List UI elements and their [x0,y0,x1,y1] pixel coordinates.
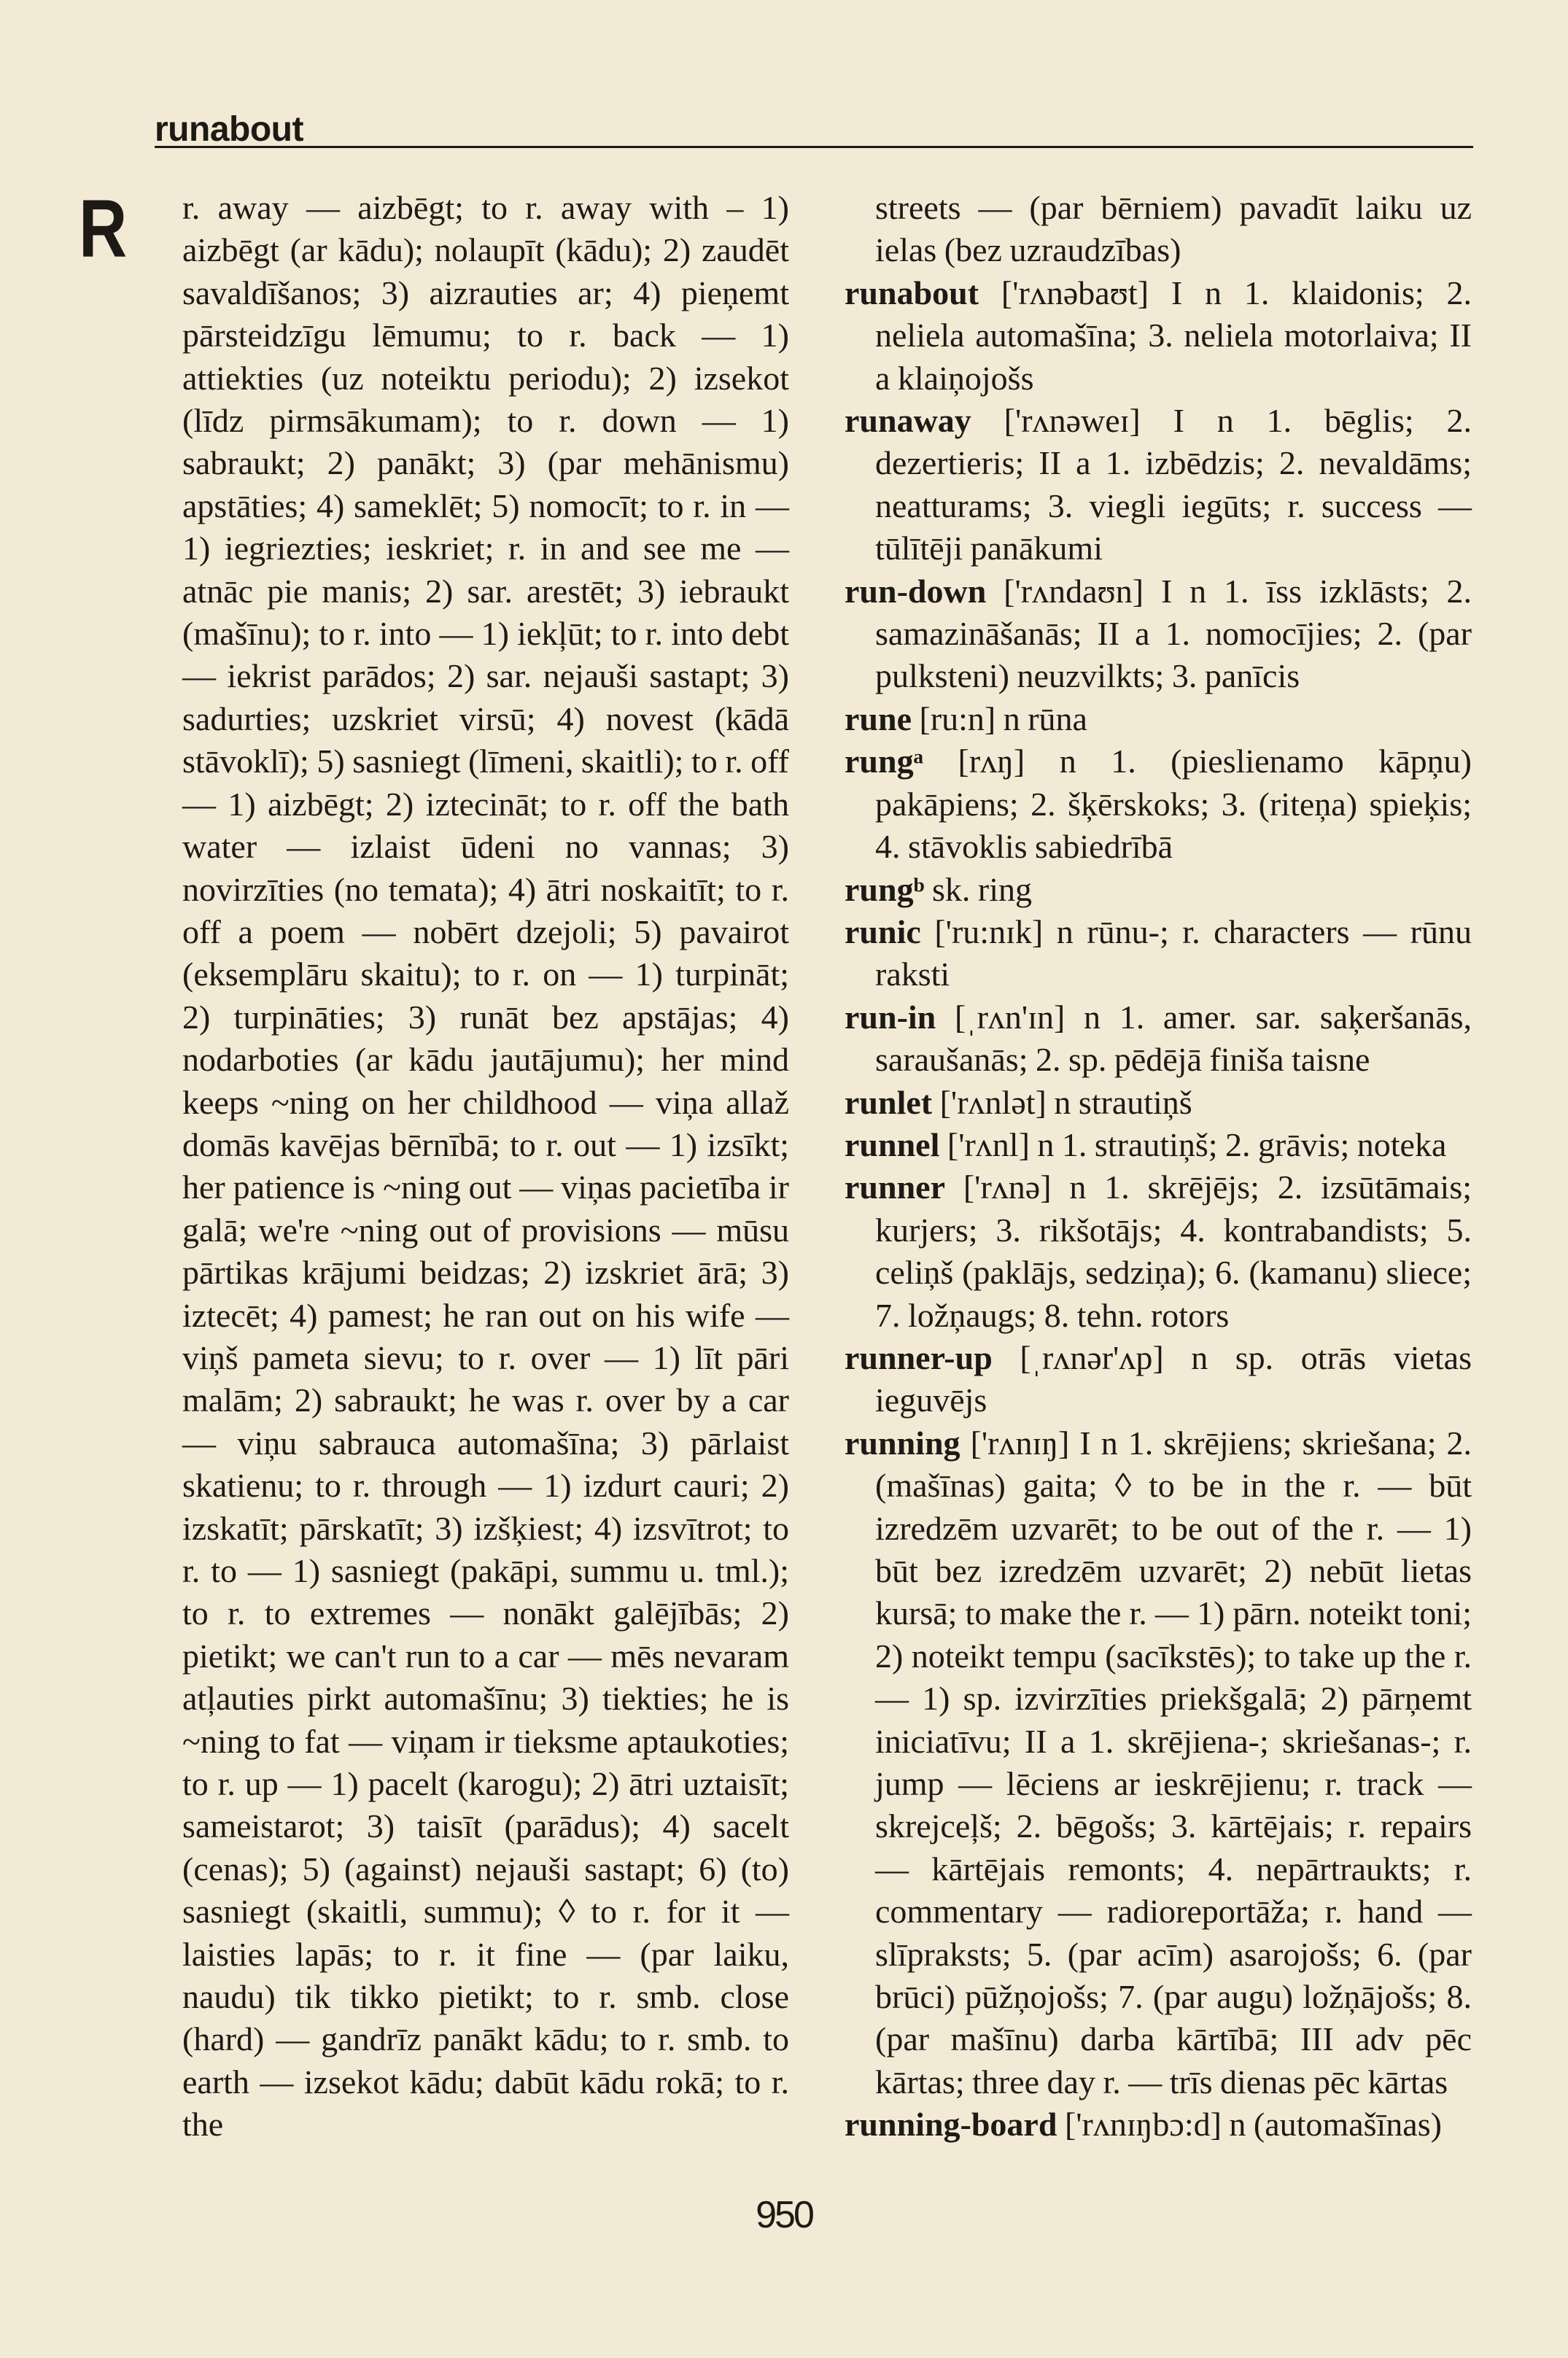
dictionary-entry [845,1337,1472,1422]
entry-definition: ['rʌnɪŋbɔ:d] n (automašīnas) [1064,2106,1442,2144]
entry-headword: running [845,1424,960,1462]
dictionary-entry [845,1082,1472,1124]
dictionary-entry [845,400,1472,570]
dictionary-entry [845,1124,1472,1166]
entry-headword: runic [845,912,921,950]
header-rule [155,146,1473,148]
page-number: 950 [756,2194,812,2236]
dictionary-entry [845,570,1472,698]
entry-definition: ['rʌndaʊn] I n 1. īss izklāsts; 2. samazināšanās; II a 1. nomocījies; 2. (par pulksteni) neuzvilkts; 3. panīcis [875,572,1472,695]
entry-definition: ['rʌnl] n 1. strautiņš; 2. grāvis; noteka [947,1125,1447,1163]
entry-definition: [rʌŋ] n 1. (pieslienamo kāpņu) pakāpiens; 2. šķērskoks; 3. (riteņa) spieķis; 4. stāvoklis sabiedrībā [875,742,1472,866]
entry-definition: ['rʌnlət] n strautiņš [939,1083,1192,1121]
dictionary-entry [845,2103,1472,2146]
entry-headword: runaway [845,402,971,440]
entry-definition: [ru:n] n rūna [919,699,1087,737]
entry-headword: runlet [845,1083,933,1121]
entry-headword: runner-up [845,1338,993,1376]
entry-headword: runabout [845,274,979,311]
entry-headword: running-board [845,2106,1057,2144]
left-column [182,187,789,2146]
dictionary-entry [845,911,1472,996]
entry-definition: [ˌrʌn'ɪn] n 1. amer. sar. saķeršanās, saraušanās; 2. sp. pēdējā finiša taisne [875,998,1472,1079]
left-column-text: r. away — aizbēgt; to r. away with – 1) aizbēgt (ar kādu); nolaupīt (kādu); 2) zaudēt savaldīšanos; 3) aizrauties ar; 4) pieņemt pārsteidzīgu lēmumu; to r. back — 1) attiekties (uz noteiktu periodu); 2) izsekot (līdz pirmsākumam); to r. down — 1) sabraukt; 2) panākt; 3) (par mehānismu) apstāties; 4) sameklēt; 5) nomocīt; to r. in — 1) iegriezties; ieskriet; r. in and see me — atnāc pie manis; 2) sar. arestēt; 3) iebraukt (mašīnu); to r. into — 1) iekļūt; to r. into debt — iekrist parādos; 2) sar. nejauši sastapt; 3) sadurties; uzskriet virsū; 4) novest (kādā stāvoklī); 5) sasniegt (līmeni, skaitli); to r. off — 1) aizbēgt; 2) iztecināt; to r. off the bath water — izlaist ūdeni no vannas; 3) novirzīties (no temata); 4) ātri noskaitīt; to r. off a poem — nobērt dzejoli; 5) pavairot (eksemplāru skaitu); to r. on — 1) turpināt; 2) turpināties; 3) runāt bez apstājas; 4) nodarboties (ar kādu jautājumu); her mind keeps ~ning on her childhood — viņa allaž domās kavējas bērnībā; to r. out — 1) izsīkt; her patience is ~ning out — viņas pacietība ir galā; we're ~ning out of provisions — mūsu pārtikas krājumi beidzas; 2) izskriet ārā; 3) iztecēt; 4) pamest; he ran out on his wife — viņš pameta sievu; to r. over — 1) līt pāri malām; 2) sabraukt; he was r. over by a car — viņu sabrauca automašīna; 3) pārlaist skatienu; to r. through — 1) izdurt cauri; 2) izskatīt; pārskatīt; 3) izšķiest; 4) izsvītrot; to r. to — 1) sasniegt (pakāpi, summu u. tml.); to r. to extremes — nonākt galējībās; 2) pietikt; we can't run to a car — mēs nevaram atļauties pirkt automašīnu; 3) tiekties; he is ~ning to fat — viņam ir tieksme aptaukoties; to r. up — 1) pacelt (karogu); 2) ātri uztaisīt; sameistarot; 3) taisīt (parādus); 4) sacelt (cenas); 5) (against) nejauši sastapt; 6) (to) sasniegt (skaitli, summu); ◊ to r. for it — laisties lapās; to r. it fine — (par laiku, naudu) tik tikko pietikt; to r. smb. close (hard) — gandrīz panākt kādu; to r. smb. to earth — izsekot kādu; dabūt kādu rokā; to r. the [182,189,789,2144]
entry-definition: ['rʌnəweɪ] I n 1. bēglis; 2. dezertieris; II a 1. izbēdzis; 2. nevaldāms; neatturams; 3. viegli iegūts; r. success — tūlītēji panākumi [875,402,1472,567]
running-head: runabout [155,110,303,149]
dictionary-entry [845,996,1472,1082]
thumb-index-letter: R [79,183,128,274]
continued-entry-text: streets — (par bērniem) pavadīt laiku uz ielas (bez uzraudzības) [875,189,1472,269]
entry-headword: rungᵇ [845,870,925,908]
entry-headword: run-down [845,572,987,610]
dictionary-entry [845,1422,1472,2104]
dictionary-entry [845,698,1472,740]
dictionary-entry [845,869,1472,911]
entry-definition: ['rʌnə] n 1. skrējējs; 2. izsūtāmais; kurjers; 3. rikšotājs; 4. kontrabandists; 5. celiņš (paklājs, sedziņa); 6. (kamanu) sliece; 7. ložņaugs; 8. tehn. rotors [875,1168,1472,1334]
dictionary-entry [845,272,1472,400]
entry-list [845,272,1472,2146]
entry-definition: sk. ring [932,870,1032,908]
entry-headword: runner [845,1168,945,1206]
entry-headword: run-in [845,998,936,1036]
entry-definition: ['rʌnəbaʊt] I n 1. klaidonis; 2. neliela automašīna; 3. neliela motorlaiva; II a klaiņojošs [875,274,1472,397]
entry-headword: rungᵃ [845,742,924,780]
right-column [845,187,1472,2146]
dictionary-entry [845,1166,1472,1337]
entry-definition: [ˌrʌnər'ʌp] n sp. otrās vietas ieguvējs [875,1338,1472,1419]
entry-definition: ['rʌnɪŋ] I n 1. skrējiens; skriešana; 2. (mašīnas) gaita; ◊ to be in the r. — būt izredzēm uzvarēt; to be out of the r. — 1) būt bez izredzēm uzvarēt; 2) nebūt lietas kursā; to make the r. — 1) pārn. noteikt toni; 2) noteikt tempu (sacīkstēs); to take up the r. — 1) sp. izvirzīties priekšgalā; 2) pārņemt iniciatīvu; II a 1. skrējiena-; skriešanas-; r. jump — lēciens ar ieskrējienu; r. track — skrejceļš; 2. bēgošs; 3. kārtējais; r. repairs — kārtējais remonts; 4. nepārtraukts; r. commentary — radioreportāža; r. hand — slīpraksts; 5. (par acīm) asarojošs; 6. (par brūci) pūžņojošs; 7. (par augu) ložņājošs; 8. (par mašīnu) darba kārtībā; III adv pēc kārtas; three day r. — trīs dienas pēc kārtas [875,1424,1472,2101]
entry-headword: rune [845,699,912,737]
entry-headword: runnel [845,1125,940,1163]
dictionary-entry [845,740,1472,868]
entry-definition: ['ru:nɪk] n rūnu-; r. characters — rūnu raksti [875,912,1472,993]
